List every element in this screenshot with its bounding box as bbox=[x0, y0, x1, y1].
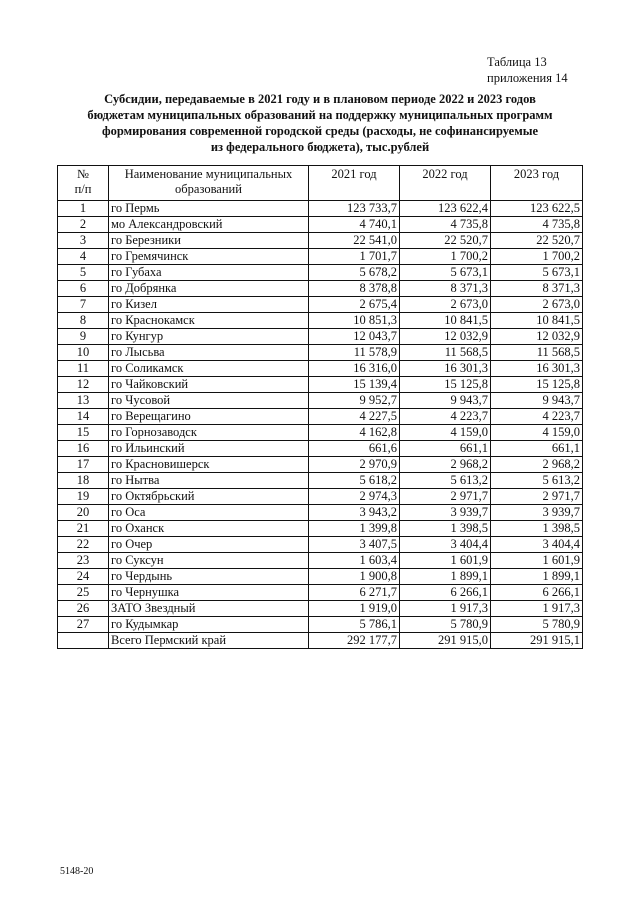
municipality-name: го Чайковский bbox=[109, 377, 309, 393]
value-2022: 6 266,1 bbox=[400, 585, 491, 601]
header-2021: 2021 год bbox=[309, 166, 400, 201]
row-number: 25 bbox=[58, 585, 109, 601]
table-row bbox=[58, 489, 583, 505]
row-number: 23 bbox=[58, 553, 109, 569]
value-2022: 2 968,2 bbox=[400, 457, 491, 473]
value-2022: 9 943,7 bbox=[400, 393, 491, 409]
value-2021: 22 541,0 bbox=[309, 233, 400, 249]
header-number-line1: № bbox=[77, 167, 89, 181]
row-number: 17 bbox=[58, 457, 109, 473]
value-2022: 11 568,5 bbox=[400, 345, 491, 361]
value-2022: 4 223,7 bbox=[400, 409, 491, 425]
value-2023: 1 601,9 bbox=[491, 553, 583, 569]
municipality-name: го Октябрьский bbox=[109, 489, 309, 505]
total-row bbox=[58, 633, 583, 649]
value-2021: 3 407,5 bbox=[309, 537, 400, 553]
value-2022: 123 622,4 bbox=[400, 201, 491, 217]
table-row bbox=[58, 217, 583, 233]
value-2021: 2 970,9 bbox=[309, 457, 400, 473]
municipality-name: го Губаха bbox=[109, 265, 309, 281]
value-2023: 3 939,7 bbox=[491, 505, 583, 521]
municipality-name: го Гремячинск bbox=[109, 249, 309, 265]
municipality-name: го Очер bbox=[109, 537, 309, 553]
row-number: 20 bbox=[58, 505, 109, 521]
table-row bbox=[58, 617, 583, 633]
value-2023: 4 223,7 bbox=[491, 409, 583, 425]
row-number: 19 bbox=[58, 489, 109, 505]
table-row bbox=[58, 297, 583, 313]
table-row bbox=[58, 553, 583, 569]
total-2023: 291 915,1 bbox=[491, 633, 583, 649]
value-2021: 1 399,8 bbox=[309, 521, 400, 537]
table-row bbox=[58, 537, 583, 553]
row-number: 6 bbox=[58, 281, 109, 297]
value-2021: 4 162,8 bbox=[309, 425, 400, 441]
value-2023: 8 371,3 bbox=[491, 281, 583, 297]
row-number: 16 bbox=[58, 441, 109, 457]
value-2021: 8 378,8 bbox=[309, 281, 400, 297]
municipality-name: го Чусовой bbox=[109, 393, 309, 409]
value-2021: 4 740,1 bbox=[309, 217, 400, 233]
municipality-name: го Кизел bbox=[109, 297, 309, 313]
header-number bbox=[58, 166, 109, 201]
value-2021: 4 227,5 bbox=[309, 409, 400, 425]
row-number: 3 bbox=[58, 233, 109, 249]
value-2021: 5 786,1 bbox=[309, 617, 400, 633]
title-line: бюджетам муниципальных образований на поддержку муниципальных программ bbox=[87, 108, 553, 122]
value-2023: 661,1 bbox=[491, 441, 583, 457]
value-2023: 1 700,2 bbox=[491, 249, 583, 265]
value-2023: 3 404,4 bbox=[491, 537, 583, 553]
value-2022: 4 735,8 bbox=[400, 217, 491, 233]
value-2022: 5 613,2 bbox=[400, 473, 491, 489]
municipality-name: го Суксун bbox=[109, 553, 309, 569]
value-2021: 12 043,7 bbox=[309, 329, 400, 345]
table-row bbox=[58, 425, 583, 441]
header-number-line2: п/п bbox=[74, 182, 92, 196]
title-line: Субсидии, передаваемые в 2021 году и в плановом периоде 2022 и 2023 годов bbox=[104, 92, 536, 106]
title-line: из федерального бюджета), тыс.рублей bbox=[210, 140, 430, 154]
municipality-name: го Краснокамск bbox=[109, 313, 309, 329]
row-number: 24 bbox=[58, 569, 109, 585]
value-2022: 661,1 bbox=[400, 441, 491, 457]
row-number: 11 bbox=[58, 361, 109, 377]
municipality-name: го Кунгур bbox=[109, 329, 309, 345]
municipality-name: го Березники bbox=[109, 233, 309, 249]
header-municipality-line2: образований bbox=[175, 182, 242, 196]
value-2023: 9 943,7 bbox=[491, 393, 583, 409]
row-number: 15 bbox=[58, 425, 109, 441]
table-row bbox=[58, 441, 583, 457]
table-row bbox=[58, 233, 583, 249]
value-2022: 5 673,1 bbox=[400, 265, 491, 281]
table-row bbox=[58, 329, 583, 345]
municipality-name: го Ильинский bbox=[109, 441, 309, 457]
municipality-name: го Пермь bbox=[109, 201, 309, 217]
value-2021: 5 618,2 bbox=[309, 473, 400, 489]
table-row bbox=[58, 521, 583, 537]
table-number: Таблица 13 bbox=[487, 55, 547, 69]
header-2022: 2022 год bbox=[400, 166, 491, 201]
value-2022: 8 371,3 bbox=[400, 281, 491, 297]
value-2021: 1 900,8 bbox=[309, 569, 400, 585]
value-2022: 15 125,8 bbox=[400, 377, 491, 393]
value-2022: 1 700,2 bbox=[400, 249, 491, 265]
header-municipality bbox=[109, 166, 309, 201]
row-number: 10 bbox=[58, 345, 109, 361]
municipality-name: го Верещагино bbox=[109, 409, 309, 425]
value-2021: 10 851,3 bbox=[309, 313, 400, 329]
table-row bbox=[58, 409, 583, 425]
value-2022: 1 899,1 bbox=[400, 569, 491, 585]
row-number: 1 bbox=[58, 201, 109, 217]
table-row bbox=[58, 505, 583, 521]
municipality-name: го Лысьва bbox=[109, 345, 309, 361]
municipality-name: го Горнозаводск bbox=[109, 425, 309, 441]
row-number: 13 bbox=[58, 393, 109, 409]
table-row bbox=[58, 457, 583, 473]
total-2022: 291 915,0 bbox=[400, 633, 491, 649]
table-row bbox=[58, 249, 583, 265]
municipality-name: ЗАТО Звездный bbox=[109, 601, 309, 617]
table-row bbox=[58, 569, 583, 585]
row-number: 22 bbox=[58, 537, 109, 553]
row-number: 7 bbox=[58, 297, 109, 313]
value-2022: 2 673,0 bbox=[400, 297, 491, 313]
value-2023: 22 520,7 bbox=[491, 233, 583, 249]
title-line: формирования современной городской среды (расходы, не софинансируемые bbox=[101, 124, 539, 138]
value-2023: 2 971,7 bbox=[491, 489, 583, 505]
value-2023: 5 613,2 bbox=[491, 473, 583, 489]
value-2021: 6 271,7 bbox=[309, 585, 400, 601]
value-2021: 2 974,3 bbox=[309, 489, 400, 505]
value-2022: 1 398,5 bbox=[400, 521, 491, 537]
row-number: 21 bbox=[58, 521, 109, 537]
value-2022: 16 301,3 bbox=[400, 361, 491, 377]
row-number: 14 bbox=[58, 409, 109, 425]
table-reference bbox=[487, 54, 568, 86]
municipality-name: го Оса bbox=[109, 505, 309, 521]
value-2022: 10 841,5 bbox=[400, 313, 491, 329]
value-2022: 2 971,7 bbox=[400, 489, 491, 505]
value-2023: 4 159,0 bbox=[491, 425, 583, 441]
value-2021: 123 733,7 bbox=[309, 201, 400, 217]
municipality-name: го Добрянка bbox=[109, 281, 309, 297]
municipality-name: го Красновишерск bbox=[109, 457, 309, 473]
table-row bbox=[58, 201, 583, 217]
value-2023: 16 301,3 bbox=[491, 361, 583, 377]
value-2023: 1 899,1 bbox=[491, 569, 583, 585]
municipality-name: го Кудымкар bbox=[109, 617, 309, 633]
row-number: 26 bbox=[58, 601, 109, 617]
value-2021: 1 919,0 bbox=[309, 601, 400, 617]
value-2021: 1 701,7 bbox=[309, 249, 400, 265]
appendix-number: приложения 14 bbox=[487, 71, 568, 85]
table-row bbox=[58, 281, 583, 297]
document-title bbox=[60, 91, 580, 155]
value-2022: 1 601,9 bbox=[400, 553, 491, 569]
value-2021: 661,6 bbox=[309, 441, 400, 457]
table-row bbox=[58, 393, 583, 409]
municipality-name: го Чердынь bbox=[109, 569, 309, 585]
table-row bbox=[58, 345, 583, 361]
header-2023: 2023 год bbox=[491, 166, 583, 201]
value-2021: 15 139,4 bbox=[309, 377, 400, 393]
municipality-name: го Оханск bbox=[109, 521, 309, 537]
value-2022: 22 520,7 bbox=[400, 233, 491, 249]
table-body bbox=[58, 201, 583, 649]
value-2023: 2 968,2 bbox=[491, 457, 583, 473]
value-2023: 1 398,5 bbox=[491, 521, 583, 537]
value-2023: 2 673,0 bbox=[491, 297, 583, 313]
value-2023: 5 673,1 bbox=[491, 265, 583, 281]
document-code: 5148-20 bbox=[60, 866, 94, 877]
value-2023: 123 622,5 bbox=[491, 201, 583, 217]
header-row bbox=[58, 166, 583, 201]
table-row bbox=[58, 361, 583, 377]
value-2023: 5 780,9 bbox=[491, 617, 583, 633]
value-2022: 3 404,4 bbox=[400, 537, 491, 553]
value-2021: 1 603,4 bbox=[309, 553, 400, 569]
value-2023: 6 266,1 bbox=[491, 585, 583, 601]
row-number: 18 bbox=[58, 473, 109, 489]
value-2021: 11 578,9 bbox=[309, 345, 400, 361]
value-2021: 2 675,4 bbox=[309, 297, 400, 313]
row-number: 8 bbox=[58, 313, 109, 329]
row-number: 9 bbox=[58, 329, 109, 345]
value-2021: 9 952,7 bbox=[309, 393, 400, 409]
row-number: 12 bbox=[58, 377, 109, 393]
value-2022: 4 159,0 bbox=[400, 425, 491, 441]
total-label: Всего Пермский край bbox=[109, 633, 309, 649]
value-2023: 10 841,5 bbox=[491, 313, 583, 329]
value-2023: 15 125,8 bbox=[491, 377, 583, 393]
municipality-name: го Соликамск bbox=[109, 361, 309, 377]
value-2022: 12 032,9 bbox=[400, 329, 491, 345]
table-row bbox=[58, 601, 583, 617]
value-2023: 1 917,3 bbox=[491, 601, 583, 617]
total-2021: 292 177,7 bbox=[309, 633, 400, 649]
value-2021: 3 943,2 bbox=[309, 505, 400, 521]
municipality-name: го Нытва bbox=[109, 473, 309, 489]
value-2022: 1 917,3 bbox=[400, 601, 491, 617]
value-2023: 4 735,8 bbox=[491, 217, 583, 233]
value-2022: 3 939,7 bbox=[400, 505, 491, 521]
row-number: 5 bbox=[58, 265, 109, 281]
table-row bbox=[58, 377, 583, 393]
table-row bbox=[58, 313, 583, 329]
row-number: 27 bbox=[58, 617, 109, 633]
value-2022: 5 780,9 bbox=[400, 617, 491, 633]
subsidies-table bbox=[57, 165, 583, 649]
table-row bbox=[58, 265, 583, 281]
total-number-cell bbox=[58, 633, 109, 649]
row-number: 4 bbox=[58, 249, 109, 265]
value-2023: 12 032,9 bbox=[491, 329, 583, 345]
value-2023: 11 568,5 bbox=[491, 345, 583, 361]
header-municipality-line1: Наименование муниципальных bbox=[124, 167, 293, 181]
municipality-name: го Чернушка bbox=[109, 585, 309, 601]
municipality-name: мо Александровский bbox=[109, 217, 309, 233]
table-row bbox=[58, 473, 583, 489]
table-row bbox=[58, 585, 583, 601]
value-2021: 5 678,2 bbox=[309, 265, 400, 281]
value-2021: 16 316,0 bbox=[309, 361, 400, 377]
row-number: 2 bbox=[58, 217, 109, 233]
